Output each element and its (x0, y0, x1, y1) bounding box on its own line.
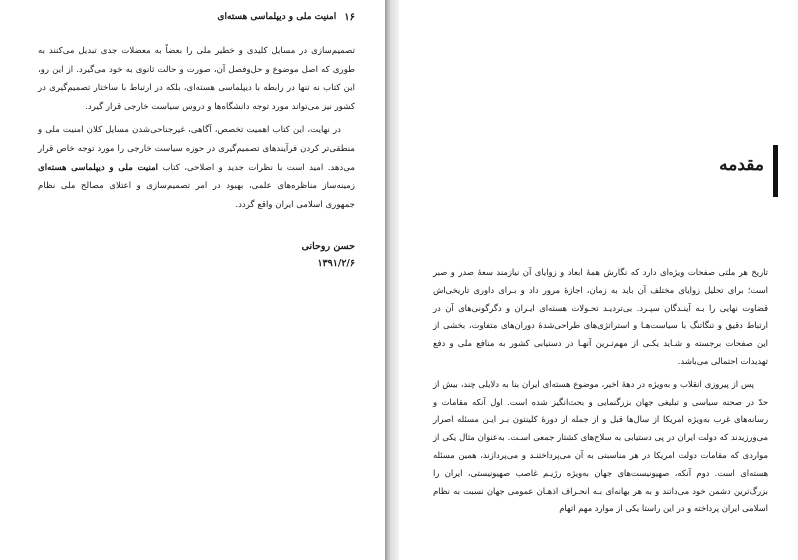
running-title: امنیت ملی و دیپلماسی هسته‌ای (217, 12, 337, 22)
book-title-bold: امنیت ملی و دیپلماسی هسته‌ای (38, 162, 159, 173)
book-gutter (385, 0, 399, 560)
signature-date: ۱۳۹۱/۲/۶ (317, 258, 355, 269)
right-body-text (433, 264, 768, 518)
paragraph-text: زمینه‌ساز مناظره‌های علمی، بهبود در امر تصمیم‌سازی و اعتلای مصالح ملی نظام جمهوری اسلامی ایران واقع گردد. (38, 181, 355, 210)
right-page (399, 0, 798, 560)
signature-block (302, 238, 355, 272)
page-number: ۱۶ (344, 12, 355, 23)
left-page (0, 0, 385, 560)
paragraph-text: در نهایت، این کتاب اهمیت تخصص، آگاهی، غیرجناحی‌شدن مسایل کلان امنیت ملی و منطقی‌تر کردن فرآیندهای تصمیم‌گیری در حوزه سیاست خارجی را مورد توجه خاص قرار می‌دهد. امید است با نظرات جدید و اصلاحی، کتاب (38, 125, 356, 173)
author-name: حسن روحانی (301, 241, 355, 252)
running-header (38, 12, 355, 23)
chapter-title: مقدمه (719, 155, 764, 175)
paragraph: تاریخ هر ملتی صفحات ویژه‌ای دارد که نگارش همهٔ ابعاد و زوایای آن نیازمند سعهٔ صدر و صبر است؛ برای تحلیل زوایای مختلف آن باید به زمان، اجازهٔ مرور داد و بـرای داوری تاریخی‌اش قضاوت نهایی را بـه آینـدگان سپـرد. بی‌تردیـد تحـولات هسته‌ای ایـران و دگرگونی‌های آن در ارتباط دقیق و تنگاتنگ با سیاست‌هـا و استراتژی‌های طراحی‌شدهٔ دوران‌های متفاوت، بخشی از این صفحات برجسته و شـاید یکـی از مهم‌تـرین آنهـا در دستیابی کشور به منافع ملی و دفع تهدیدات احتمالی می‌باشد. (433, 267, 768, 366)
heading-bar (773, 145, 778, 197)
paragraph (38, 121, 355, 214)
paragraph: پس از پیروزی انقلاب و به‌ویژه در دههٔ اخیر، موضوع هسته‌ای ایران بنا به دلایلی چند، بیش از حدّ در صحنه سیاسی و تبلیغی جهان بزرگنمایی و بحث‌انگیز شده است. اول آنکه مقامات و رسانه‌های غرب به‌ویژه امریکا از سال‌ها قبل و از جمله از دورهٔ کلینتون بـر ایـن مسئله اصرار می‌ورزیدند که دولت ایران در پی دستیابی به سلاح‌های کشتار جمعی اسـت. به‌عنوان مثال یکی از مواردی که مقامات دولت امریکا در هر مناسبتی به آن می‌پرداختنـد و می‌پردازند، همین مسئله هسته‌ای است. دوم آنکه، صهیونیست‌های جهان به‌ویژه رژیـم غاصب صهیونیستی، ایران را بزرگ‌ترین دشمن خود می‌دانند و به هر بهانه‌ای بـه انحـراف اذهـان عمومی جهان نسبت به نظام اسلامی ایران پرداخته و در این راستا یکی از موارد مهم اتهام (433, 378, 768, 514)
paragraph: تصمیم‌سازی در مسایل کلیدی و خطیر ملی را بعضاً به معضلات جدی تبدیل می‌کنند به طوری که اصل موضوع و حل‌وفصل آن، صورت و حالت ثانوی به خود می‌گیرد. از این رو، این کتاب نه تنها در رابطه با دیپلماسی هسته‌ای، بلکه در ارتباط با ساختار تصمیم‌گیری در کشور نیز می‌تواند مورد توجه دانشگاه‌ها و دروس سیاست خارجی قرار گیرد. (38, 46, 355, 112)
left-body-text (38, 42, 355, 214)
